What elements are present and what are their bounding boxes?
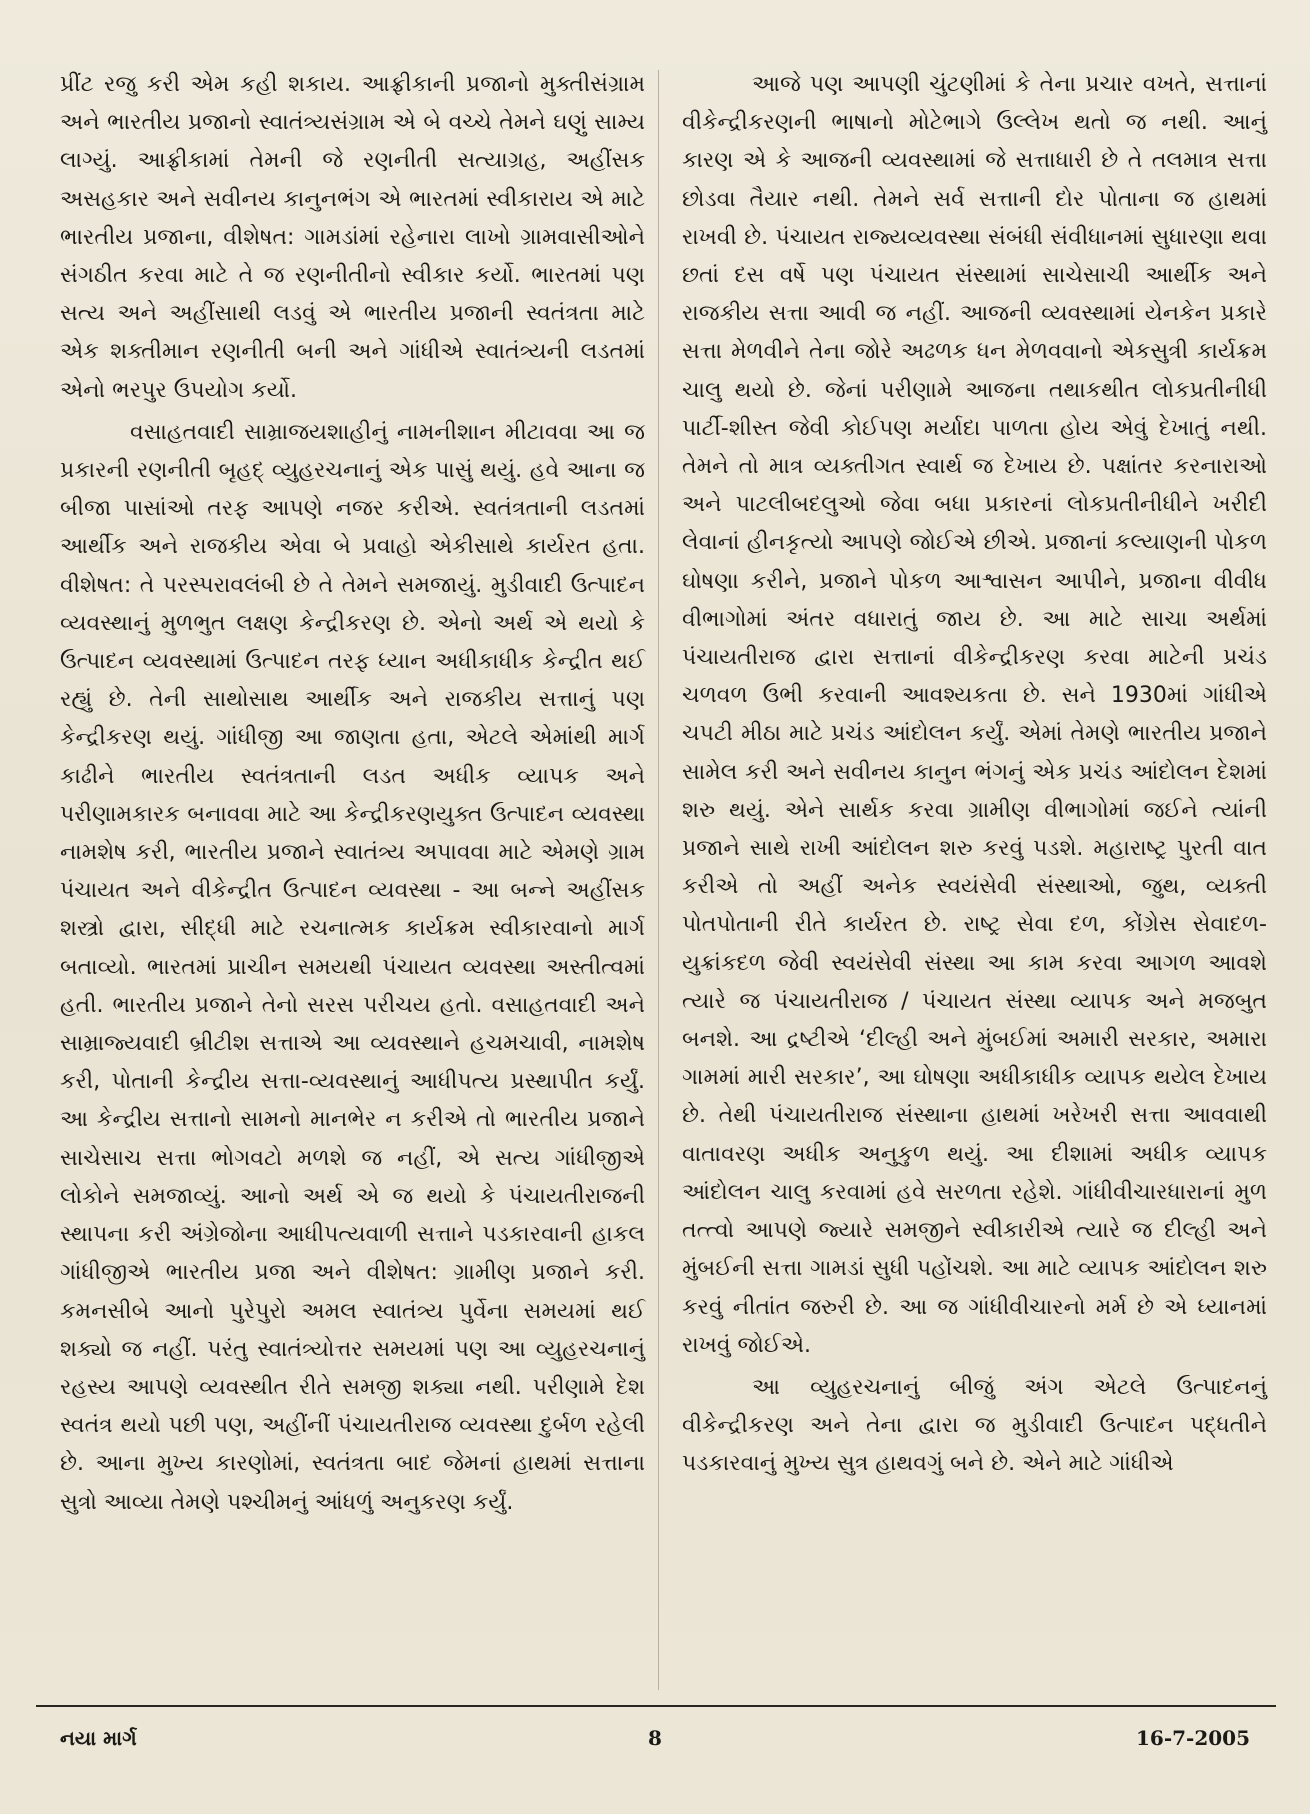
footer-page-number: 8 xyxy=(648,1726,662,1750)
left-column xyxy=(60,66,645,1522)
footer-date: 16-7-2005 xyxy=(1135,1726,1250,1750)
column-divider xyxy=(658,70,659,1690)
left-paragraph-2: વસાહતવાદી સામ્રાજયશાહીનું નામનીશાન મીટાવવા આ જ પ્રકારની રણનીતી બૃહદ્ વ્યુહરચનાનું એક પાસું થયું. હવે આના જ બીજા પાસાંઓ તરફ આપણે નજર કરીએ. સ્વતંત્રતાની લડતમાં આર્થીક અને રાજકીય એવા બે પ્રવાહો એકીસાથે કાર્યરત હતા. વીશેષત: તે પરસ્પરાવલંબી છે તે તેમને સમજાયું. મુડીવાદી ઉત્પાદન વ્યવસ્થાનું મુળભુત લક્ષણ કેન્દ્રીકરણ છે. એનો અર્થ એ થયો કે ઉત્પાદન વ્યવસ્થામાં ઉત્પાદન તરફ ધ્યાન અધીકાધીક કેન્દ્રીત થઈ રહ્યું છે. તેની સાથોસાથ આર્થીક અને રાજકીય સત્તાનું પણ કેન્દ્રીકરણ થયું. ગાંધીજી આ જાણતા હતા, એટલે એમાંથી માર્ગ કાઢીને ભારતીય સ્વતંત્રતાની લડત અધીક વ્યાપક અને પરીણામકારક બનાવવા માટે આ કેન્દ્રીકરણયુક્ત ઉત્પાદન વ્યવસ્થા નામશેષ કરી, ભારતીય પ્રજાને સ્વાતંત્ર્ય અપાવવા માટે એમણે ગ્રામ પંચાયત અને વીકેન્દ્રીત ઉત્પાદન વ્યવસ્થા - આ બન્ને અહીંસક શસ્ત્રો દ્વારા, સીદ્ધી માટે રચનાત્મક કાર્યક્રમ સ્વીકારવાનો માર્ગ બતાવ્યો. ભારતમાં પ્રાચીન સમયથી પંચાયત વ્યવસ્થા અસ્તીત્વમાં હતી. ભારતીય પ્રજાને તેનો સરસ પરીચય હતો. વસાહતવાદી અને સામ્રાજ્યવાદી બ્રીટીશ સત્તાએ આ વ્યવસ્થાને હચમચાવી, નામશેષ કરી, પોતાની કેન્દ્રીય સત્તા-વ્યવસ્થાનું આધીપત્ય પ્રસ્થાપીત કર્યું. આ કેન્દ્રીય સત્તાનો સામનો માનભેર ન કરીએ તો ભારતીય પ્રજાને સાચેસાચ સત્તા ભોગવટો મળશે જ નહીં, એ સત્ય ગાંધીજીએ લોકોને સમજાવ્યું. આનો અર્થ એ જ થયો કે પંચાયતીરાજની સ્થાપના કરી અંગ્રેજોના આધીપત્યવાળી સત્તાને પડકારવાની હાકલ ગાંધીજીએ ભારતીય પ્રજા અને વીશેષત: ગ્રામીણ પ્રજાને કરી. કમનસીબે આનો પુરેપુરો અમલ સ્વાતંત્ર્ય પુર્વેના સમયમાં થઈ શક્યો જ નહીં. પરંતુ સ્વાતંત્ર્યોત્તર સમયમાં પણ આ વ્યુહરચનાનું રહસ્ય આપણે વ્યવસ્થીત રીતે સમજી શક્યા નથી. પરીણામે દેશ સ્વતંત્ર થયો પછી પણ, અહીંનીં પંચાયતીરાજ વ્યવસ્થા દુર્બળ રહેલી છે. આના મુખ્ય કારણોમાં, સ્વતંત્રતા બાદ જેમનાં હાથમાં સત્તાના સુત્રો આવ્યા તેમણે પશ્ચીમનું આંધળું અનુકરણ કર્યું. xyxy=(60,419,645,1515)
footer-publication: નયા માર્ગ xyxy=(60,1726,137,1750)
right-column xyxy=(682,66,1267,1484)
footer-rule xyxy=(36,1705,1276,1707)
right-paragraph-2: આ વ્યુહરચનાનું બીજું અંગ એટલે ઉત્પાદનનું વીકેન્દ્રીકરણ અને તેના દ્વારા જ મુડીવાદી ઉત્પાદન પદ્ધતીને પડકારવાનું મુખ્ય સુત્ર હાથવગું બને છે. એને માટે ગાંધીએ xyxy=(682,1374,1267,1477)
right-paragraph-1: આજે પણ આપણી ચુંટણીમાં કે તેના પ્રચાર વખતે, સત્તાનાં વીકેન્દ્રીકરણની ભાષાનો મોટેભાગે ઉલ્લેખ થતો જ નથી. આનું કારણ એ કે આજની વ્યવસ્થામાં જે સત્તાધારી છે તે તલમાત્ર સત્તા છોડવા તૈયાર નથી. તેમને સર્વ સત્તાની દોર પોતાના જ હાથમાં રાખવી છે. પંચાયત રાજ્યવ્યવસ્થા સંબંધી સંવીધાનમાં સુધારણા થવા છતાં દસ વર્ષે પણ પંચાયત સંસ્થામાં સાચેસાચી આર્થીક અને રાજકીય સત્તા આવી જ નહીં. આજની વ્યવસ્થામાં યેનકેન પ્રકારે સત્તા મેળવીને તેના જોરે અઢળક ધન મેળવવાનો એકસુત્રી કાર્યક્રમ ચાલુ થયો છે. જેનાં પરીણામે આજના તથાકથીત લોકપ્રતીનીધી પાર્ટી-શીસ્ત જેવી કોઈપણ મર્યાદા પાળતા હોય એવું દેખાતું નથી. તેમને તો માત્ર વ્યક્તીગત સ્વાર્થ જ દેખાય છે. પક્ષાંતર કરનારાઓ અને પાટલીબદલુઓ જેવા બધા પ્રકારનાં લોકપ્રતીનીધીને ખરીદી લેવાનાં હીનકૃત્યો આપણે જોઈએ છીએ. પ્રજાનાં કલ્યાણની પોકળ ઘોષણા કરીને, પ્રજાને પોકળ આશ્વાસન આપીને, પ્રજાના વીવીધ વીભાગોમાં અંતર વધારાતું જાય છે. આ માટે સાચા અર્થમાં પંચાયતીરાજ દ્વારા સત્તાનાં વીકેન્દ્રીકરણ કરવા માટેની પ્રચંડ ચળવળ ઉભી કરવાની આવશ્યકતા છે. સને 1930માં ગાંધીએ ચપટી મીઠા માટે પ્રચંડ આંદોલન કર્યું. એમાં તેમણે ભારતીય પ્રજાને સામેલ કરી અને સવીનય કાનુન ભંગનું એક પ્રચંડ આંદોલન દેશમાં શરુ થયું. એને સાર્થક કરવા ગ્રામીણ વીભાગોમાં જઈને ત્યાંની પ્રજાને સાથે રાખી આંદોલન શરુ કરવું પડશે. મહારાષ્ટ્ર પુરતી વાત કરીએ તો અહીં અનેક સ્વયંસેવી સંસ્થાઓ, જુથ, વ્યક્તી પોતપોતાની રીતે કાર્યરત છે. રાષ્ટ્ર સેવા દળ, કોંગ્રેસ સેવાદળ-યુક્રાંકદળ જેવી સ્વયંસેવી સંસ્થા આ કામ કરવા આગળ આવશે ત્યારે જ પંચાયતીરાજ / પંચાયત સંસ્થા વ્યાપક અને મજબુત બનશે. આ દ્રષ્ટીએ ‘દીલ્હી અને મુંબઈમાં અમારી સરકાર, અમારા ગામમાં મારી સરકાર’, આ ઘોષણા અધીકાધીક વ્યાપક થયેલ દેખાય છે. તેથી પંચાયતીરાજ સંસ્થાના હાથમાં ખરેખરી સત્તા આવવાથી વાતાવરણ અધીક અનુકુળ થયું. આ દીશામાં અધીક વ્યાપક આંદોલન ચાલુ કરવામાં હવે સરળતા રહેશે. ગાંધીવીચારધારાનાં મુળ તત્ત્વો આપણે જ્યારે સમજીને સ્વીકારીએ ત્યારે જ દીલ્હી અને મુંબઈની સત્તા ગામડાં સુધી પહોંચશે. આ માટે વ્યાપક આંદોલન શરુ કરવું નીતાંત જરુરી છે. આ જ ગાંધીવીચારનો મર્મ છે એ ધ્યાનમાં રાખવું જોઈએ. xyxy=(682,72,1267,1358)
left-paragraph-1: પ્રીંટ રજુ કરી એમ કહી શકાય. આફ્રીકાની પ્રજાનો મુક્તીસંગ્રામ અને ભારતીય પ્રજાનો સ્વાતંત્ર્યસંગ્રામ એ બે વચ્ચે તેમને ઘણું સામ્ય લાગ્યું. આફ્રીકામાં તેમની જે રણનીતી સત્યાગ્રહ, અહીંસક અસહકાર અને સવીનય કાનુનભંગ એ ભારતમાં સ્વીકારાય એ માટે ભારતીય પ્રજાના, વીશેષત: ગામડાંમાં રહેનારા લાખો ગ્રામવાસીઓને સંગઠીત કરવા માટે તે જ રણનીતીનો સ્વીકાર કર્યો. ભારતમાં પણ સત્ય અને અહીંસાથી લડવું એ ભારતીય પ્રજાની સ્વતંત્રતા માટે એક શક્તીમાન રણનીતી બની અને ગાંધીએ સ્વાતંત્ર્યની લડતમાં એનો ભરપુર ઉપયોગ કર્યો. xyxy=(60,72,645,403)
